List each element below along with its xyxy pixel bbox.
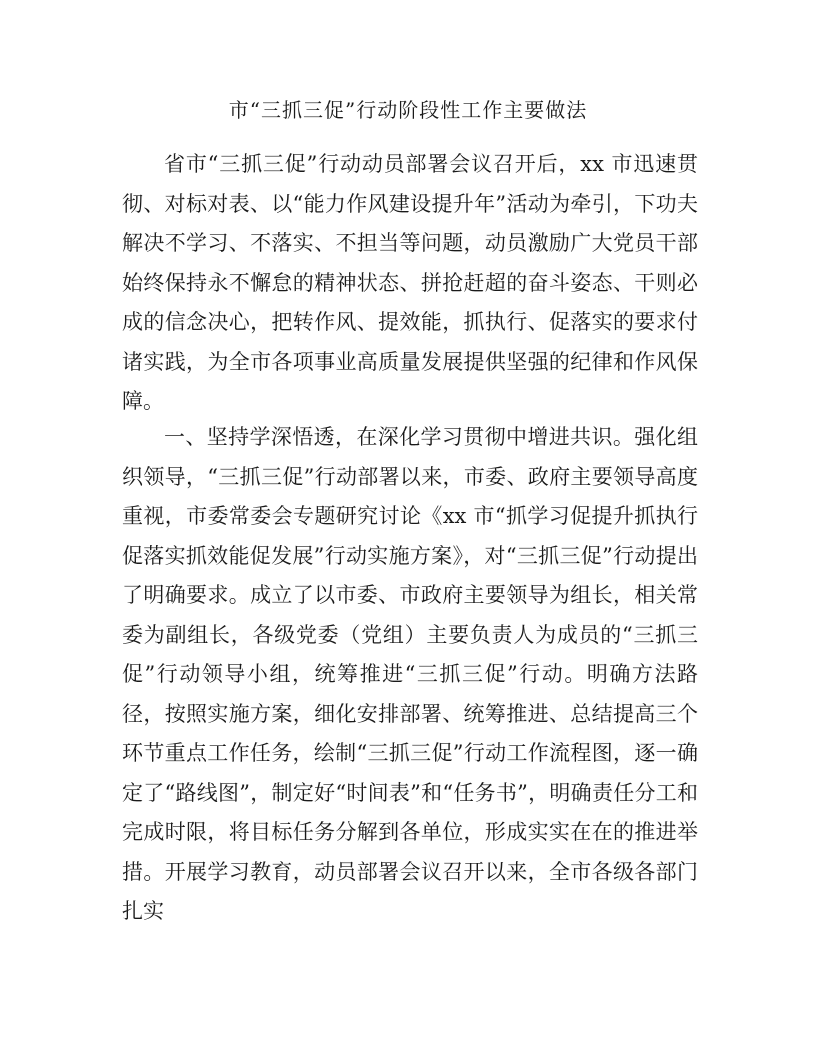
document-title: 市“三抓三促”行动阶段性工作主要做法 — [228, 98, 588, 122]
paragraph-intro: 省市“三抓三促”行动动员部署会议召开后，xx 市迅速贯彻、对标对表、以“能力作风建设提升年”活动为牵引，下功夫解决不学习、不落实、不担当等问题，动员激励广大党员干部始终保持永不懈怠的精神状态、拼抢赶超的奋斗姿态、干则必成的信念决心，把转作风、提效能，抓执行、促落实的要求付诸实践，为全市各项事业高质量发展提供坚强的纪律和作风保障。 — [122, 152, 698, 413]
paragraph-section-one: 一、坚持学深悟透，在深化学习贯彻中增进共识。强化组织领导，“三抓三促”行动部署以来，市委、政府主要领导高度重视，市委常委会专题研究讨论《xx 市“抓学习促提升抓执行促落实抓效能促发展”行动实施方案》，对“三抓三促”行动提出了明确要求。成立了以市委、市政府主要领导为组长，相关常委为副组长，各级党委（党组）主要负责人为成员的“三抓三促”行动领导小组，统筹推进“三抓三促”行动。明确方法路径，按照实施方案，细化安排部署、统筹推进、总结提高三个环节重点工作任务，绘制“三抓三促”行动工作流程图，逐一确定了“路线图”，制定好“时间表”和“任务书”，明确责任分工和完成时限，将目标任务分解到各单位，形成实实在在的推进举措。开展学习教育，动员部署会议召开以来，全市各级各部门扎实 — [122, 425, 698, 923]
